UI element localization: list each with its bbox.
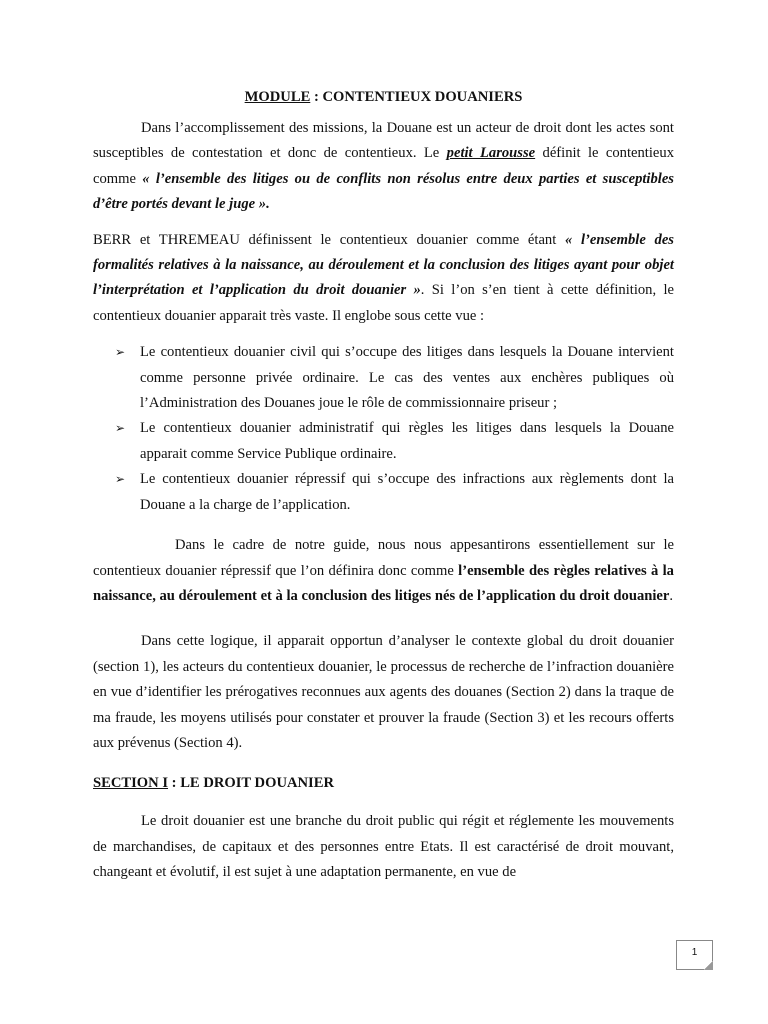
page-number-box xyxy=(676,940,713,970)
definition-text-a: BERR et THREMEAU définissent le contentieux douanier comme étant xyxy=(93,231,565,248)
intro-quote: « l’ensemble des litiges ou de conflits non résolus entre deux parties et susceptibles d’être portés devant le juge ». xyxy=(93,170,674,213)
section-label: SECTION I xyxy=(93,775,169,792)
list-item-text: Le contentieux douanier civil qui s’occupe des litiges dans lesquels la Douane intervient comme personne privée ordinaire. Le cas des ventes aux enchères publiques où l’Administration des Douanes joue le rôle de commissionnaire priseur ; xyxy=(140,344,674,412)
guide-definition: l’ensemble des règles relatives à la naissance, au déroulement et à la conclusion des litiges nés de l’application du droit douanier xyxy=(93,562,674,604)
contentieux-list xyxy=(93,340,674,518)
section-name: LE DROIT DOUANIER xyxy=(180,775,335,792)
guide-paragraph xyxy=(93,533,674,609)
logic-paragraph: Dans cette logique, il apparait opportun d’analyser le contexte global du droit douanier (section 1), les acteurs du contentieux douanier, le processus de recherche de l’infraction douanière en vue d’identifier les prérogatives reconnues aux agents des douanes (Section 2) dans la traque de ma fraude, les moyens utilisés pour constater et prouver la fraude (Section 3) et les recours offerts aux prévenus (Section 4). xyxy=(93,633,674,751)
list-item xyxy=(93,340,674,416)
definition-paragraph xyxy=(93,228,674,330)
definition-quote: « l’ensemble des formalités relatives à la naissance, au déroulement et la conclusion des litiges ayant pour objet l’interprétation et l’application du droit douanier » xyxy=(93,231,674,299)
page-content xyxy=(93,87,674,886)
list-item-text: Le contentieux douanier répressif qui s’occupe des infractions aux règlements dont la Douane a la charge de l’application. xyxy=(140,471,674,513)
list-item xyxy=(93,467,674,518)
guide-text-c: . xyxy=(669,587,674,604)
module-title xyxy=(93,87,674,107)
intro-larousse: petit Larousse xyxy=(446,145,536,162)
definition-text-c: . Si l’on s’en tient à cette définition, le contentieux douanier apparait très vaste. Il englobe sous cette vue : xyxy=(93,282,674,324)
arrow-bullet-icon: ➢ xyxy=(115,345,126,360)
list-item xyxy=(93,416,674,467)
intro-text-c: définit le contentieux comme xyxy=(93,145,674,187)
list-item-text: Le contentieux douanier administratif qui règles les litiges dans lesquels la Douane apparait comme Service Publique ordinaire. xyxy=(140,420,674,462)
module-label: MODULE xyxy=(244,89,311,105)
page-number: 1 xyxy=(691,947,698,958)
guide-text-a: Dans le cadre de notre guide, nous nous appesantirons essentiellement sur le contentieux douanier répressif que l’on définira donc comme xyxy=(93,537,674,579)
page-fold-icon xyxy=(704,961,713,970)
intro-text-a: Dans l’accomplissement des missions, la Douane est un acteur de droit dont les actes sont susceptibles de contestation et donc de contentieux. Le xyxy=(93,120,674,162)
section-title xyxy=(93,772,674,794)
droit-douanier-paragraph: Le droit douanier est une branche du droit public qui régit et réglemente les mouvements de marchandises, de capitaux et des personnes entre Etats. Il est caractérisé de droit mouvant, changeant et évolutif, il est sujet à une adaptation permanente, en vue de xyxy=(93,813,674,881)
arrow-bullet-icon: ➢ xyxy=(115,421,126,436)
arrow-bullet-icon: ➢ xyxy=(115,472,126,487)
module-name: CONTENTIEUX DOUANIERS xyxy=(322,89,523,105)
module-sep: : xyxy=(310,89,323,105)
intro-paragraph xyxy=(93,116,674,218)
section-sep: : xyxy=(168,775,181,792)
